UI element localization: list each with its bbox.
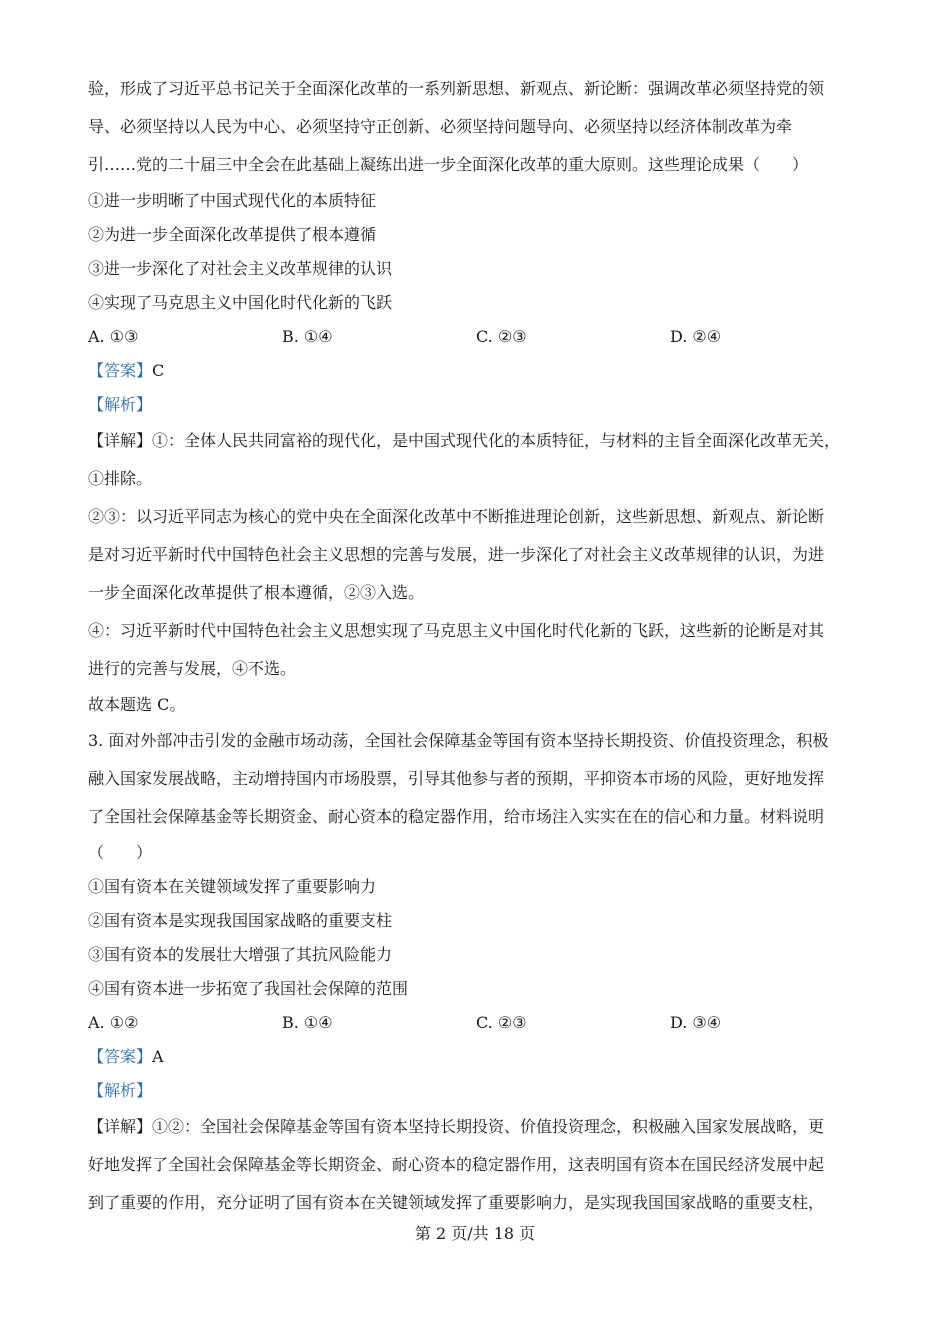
option-a: A. ①② xyxy=(88,1013,139,1032)
answer-tag: 【答案】 xyxy=(88,1047,153,1066)
detail-text: ②③：以习近平同志为核心的党中央在全面深化改革中不断推进理论创新，这些新思想、新观点、新论断 xyxy=(88,507,825,526)
question-text-line: 3. 面对外部冲击引发的金融市场动荡，全国社会保障基金等国有资本坚持长期投资、价值投资理念，积极 xyxy=(88,731,829,750)
answer-options xyxy=(88,1006,878,1040)
answer-line xyxy=(88,1040,878,1074)
choice-item: ④国有资本进一步拓宽了我国社会保障的范围 xyxy=(88,979,409,998)
page-footer: 第 2 页/共 18 页 xyxy=(414,1224,536,1243)
answer-options xyxy=(88,320,878,354)
choice-item: ③进一步深化了对社会主义改革规律的认识 xyxy=(88,259,393,278)
choice-item: ④实现了马克思主义中国化时代化新的飞跃 xyxy=(88,293,393,312)
detail-tag: 【详解】 xyxy=(88,431,153,450)
option-a: A. ①③ xyxy=(88,327,139,346)
question-text-line: 引……党的二十届三中全会在此基础上凝练出进一步全面深化改革的重大原则。这些理论成果（ ） xyxy=(88,155,809,174)
detail-text: ④：习近平新时代中国特色社会主义思想实现了马克思主义中国化时代化新的飞跃，这些新的论断是对其 xyxy=(88,621,825,640)
answer-value: C xyxy=(152,361,165,380)
choice-item: ②国有资本是实现我国国家战略的重要支柱 xyxy=(88,911,393,930)
analysis-tag: 【解析】 xyxy=(88,395,153,414)
option-d: D. ③④ xyxy=(670,1013,722,1032)
option-c: C. ②③ xyxy=(476,327,527,346)
option-c: C. ②③ xyxy=(476,1013,527,1032)
detail-text: 到了重要的作用，充分证明了国有资本在关键领域发挥了重要影响力，是实现我国国家战略的重要支柱， xyxy=(88,1193,825,1212)
answer-value: A xyxy=(152,1047,164,1066)
option-b: B. ①④ xyxy=(282,1013,333,1032)
question-text-line: 验，形成了习近平总书记关于全面深化改革的一系列新思想、新观点、新论断：强调改革必须坚持党的领 xyxy=(88,79,825,98)
detail-text: ①②：全国社会保障基金等国有资本坚持长期投资、价值投资理念，积极融入国家发展战略，更 xyxy=(152,1117,825,1136)
question-text-line: （ ） xyxy=(88,843,153,862)
choice-item: ①国有资本在关键领域发挥了重要影响力 xyxy=(88,877,377,896)
detail-text: ①排除。 xyxy=(88,469,153,488)
question-text-line: 导、必须坚持以人民为中心、必须坚持守正创新、必须坚持问题导向、必须坚持以经济体制改革为牵 xyxy=(88,117,793,136)
answer-tag: 【答案】 xyxy=(88,361,153,380)
option-d: D. ②④ xyxy=(670,327,722,346)
detail-text: 一步全面深化改革提供了根本遵循，②③入选。 xyxy=(88,583,425,602)
detail-line xyxy=(88,1108,878,1146)
detail-tag: 【详解】 xyxy=(88,1117,153,1136)
choice-item: ③国有资本的发展壮大增强了其抗风险能力 xyxy=(88,945,393,964)
analysis-tag: 【解析】 xyxy=(88,1081,153,1100)
answer-line xyxy=(88,354,878,388)
detail-text: 故本题选 C。 xyxy=(88,695,186,714)
option-b: B. ①④ xyxy=(282,327,333,346)
analysis-line xyxy=(88,1074,878,1108)
choice-item: ①进一步明晰了中国式现代化的本质特征 xyxy=(88,191,377,210)
detail-text: ①：全体人民共同富裕的现代化，是中国式现代化的本质特征，与材料的主旨全面深化改革无关， xyxy=(152,431,841,450)
question-text-line: 融入国家发展战略，主动增持国内市场股票，引导其他参与者的预期，平抑资本市场的风险，更好地发挥 xyxy=(88,769,825,788)
question-text-line: 了全国社会保障基金等长期资金、耐心资本的稳定器作用，给市场注入实实在在的信心和力量。材料说明 xyxy=(88,807,825,826)
choice-item: ②为进一步全面深化改革提供了根本遵循 xyxy=(88,225,377,244)
detail-text: 好地发挥了全国社会保障基金等长期资金、耐心资本的稳定器作用，这表明国有资本在国民经济发展中起 xyxy=(88,1155,825,1174)
detail-text: 进行的完善与发展，④不选。 xyxy=(88,659,297,678)
document-body xyxy=(88,70,878,1222)
detail-line xyxy=(88,422,878,460)
analysis-line xyxy=(88,388,878,422)
detail-text: 是对习近平新时代中国特色社会主义思想的完善与发展，进一步深化了对社会主义改革规律的认识，为进 xyxy=(88,545,825,564)
